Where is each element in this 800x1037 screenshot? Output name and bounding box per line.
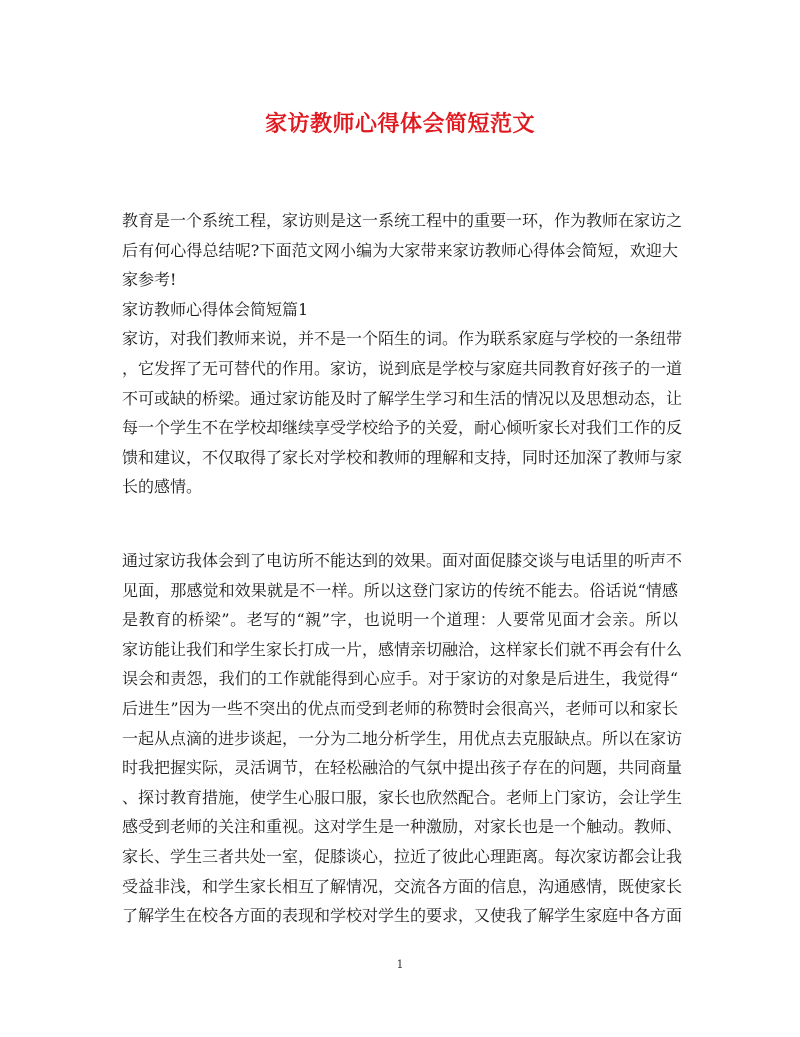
text-line: 馈和建议，不仅取得了家长对学校和教师的理解和支持，同时还加深了教师与家 [122,447,683,467]
text-line: 后进生”因为一些不突出的优点而受到老师的称赞时会很高兴，老师可以和家长 [122,698,678,718]
page-number: 1 [396,958,404,971]
text-line: 、探讨教育措施，使学生心服口服，家长也欣然配合。老师上门家访，会让学生 [122,787,683,807]
text-line: 时我把握实际，灵活调节，在轻松融洽的气氛中提出孩子存在的问题，共同商量 [122,758,683,778]
text-line: 家参考! [122,270,177,290]
text-line: 不可或缺的桥梁。通过家访能及时了解学生学习和生活的情况以及思想动态，让 [122,388,683,408]
text-line: ，它发挥了无可替代的作用。家访，说到底是学校与家庭共同教育好孩子的一道 [122,358,683,378]
text-line: 受益非浅，和学生家长相互了解情况，交流各方面的信息，沟通感情，既使家长 [122,876,683,896]
document-title: 家访教师心得体会简短范文 [264,111,535,137]
text-line: 家访，对我们教师来说，并不是一个陌生的词。作为联系家庭与学校的一条纽带 [122,329,683,349]
text-line: 了解学生在校各方面的表现和学校对学生的要求，又使我了解学生家庭中各方面 [122,906,683,926]
text-line: 家访能让我们和学生家长打成一片，感情亲切融洽，这样家长们就不再会有什么 [122,639,683,659]
text-line: 教育是一个系统工程，家访则是这一系统工程中的重要一环，作为教师在家访之 [122,211,683,230]
text-line: 后有何心得总结呢?下面范文网小编为大家带来家访教师心得体会简短，欢迎大 [122,240,678,260]
intro-and-section-1 [122,206,683,502]
text-line: 见面，那感觉和效果就是不一样。所以这登门家访的传统不能去。俗话说“情感 [122,580,678,600]
text-line: 一起从点滴的进步谈起，一分为二地分析学生，用优点去克服缺点。所以在家访 [122,728,683,748]
text-line: 长的感情。 [122,477,203,497]
text-line: 感受到老师的关注和重视。这对学生是一种激励，对家长也是一个触动。教师、 [122,817,683,837]
section-heading: 家访教师心得体会简短篇1 [122,299,309,319]
paragraph-2 [122,546,683,931]
text-line: 是教育的桥梁”。老写的“親”字，也说明一个道理：人要常见面才会亲。所以 [122,610,678,630]
text-line: 通过家访我体会到了电访所不能达到的效果。面对面促膝交谈与电话里的听声不 [122,551,683,570]
text-line: 家长、学生三者共处一室，促膝谈心，拉近了彼此心理距离。每次家访都会让我 [122,846,683,866]
text-line: 每一个学生不在学校却继续享受学校给予的关爱，耐心倾听家长对我们工作的反 [122,418,683,438]
text-line: 误会和责怨，我们的工作就能得到心应手。对于家访的对象是后进生，我觉得“ [122,669,678,689]
